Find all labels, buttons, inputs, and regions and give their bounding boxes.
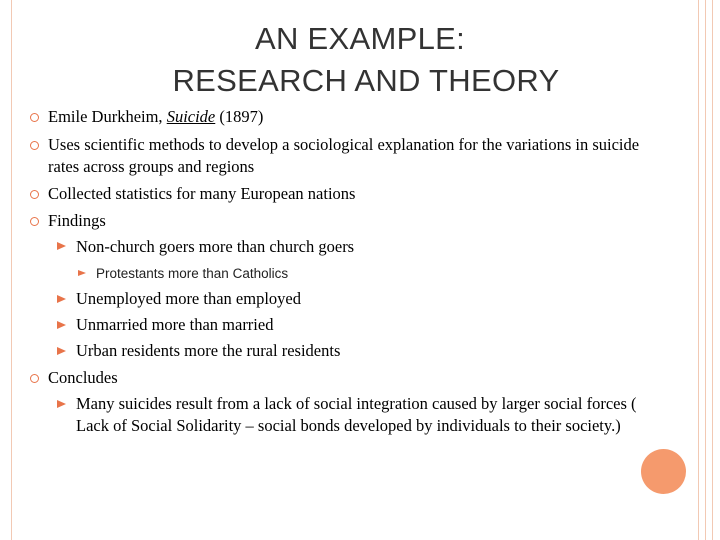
bullet-durkheim — [48, 106, 263, 128]
arrow-bullet-icon — [57, 295, 66, 303]
bullet-durkheim-prefix: Emile Durkheim, — [48, 107, 167, 126]
bullet-circle-icon — [30, 141, 39, 150]
finding-unemployed: Unemployed more than employed — [76, 289, 301, 308]
left-frame-border — [0, 0, 12, 540]
arrow-bullet-icon — [57, 400, 66, 408]
bullet-circle-icon — [30, 190, 39, 199]
bullet-collected-statistics: Collected statistics for many European nations — [48, 184, 356, 203]
finding-unmarried: Unmarried more than married — [76, 315, 274, 334]
slide-title — [60, 18, 660, 102]
right-frame-inner — [705, 0, 713, 540]
conclusion-line2: Lack of Social Solidarity – social bonds developed by individuals to their society.) — [76, 416, 621, 435]
conclusion-line1: Many suicides result from a lack of social integration caused by larger social forces ( — [76, 394, 637, 413]
right-frame-border — [698, 0, 720, 540]
bullet-circle-icon — [30, 374, 39, 383]
title-line-1: AN EXAMPLE: — [254, 21, 466, 56]
finding-non-church-goers: Non-church goers more than church goers — [76, 237, 355, 256]
bullet-scientific-methods-line2: rates across groups and regions — [48, 157, 255, 176]
arrow-bullet-icon — [57, 347, 66, 355]
arrow-bullet-icon — [57, 321, 66, 329]
finding-protestants: Protestants more than Catholics — [96, 266, 289, 281]
bullet-circle-icon — [30, 113, 39, 122]
bullet-scientific-methods-line1: Uses scientific methods to develop a sociological explanation for the variations in suicide — [48, 135, 640, 154]
bullet-findings: Findings — [48, 211, 106, 230]
decorative-circle — [641, 449, 686, 494]
bullet-durkheim-year: (1897) — [215, 107, 264, 126]
finding-urban-residents: Urban residents more the rural residents — [76, 341, 341, 360]
book-title: Suicide — [166, 107, 216, 126]
arrow-bullet-icon — [78, 270, 86, 276]
bullet-circle-icon — [30, 217, 39, 226]
arrow-bullet-icon — [57, 242, 66, 250]
title-line-2: RESEARCH AND THEORY — [172, 63, 560, 98]
bullet-concludes: Concludes — [48, 368, 118, 387]
